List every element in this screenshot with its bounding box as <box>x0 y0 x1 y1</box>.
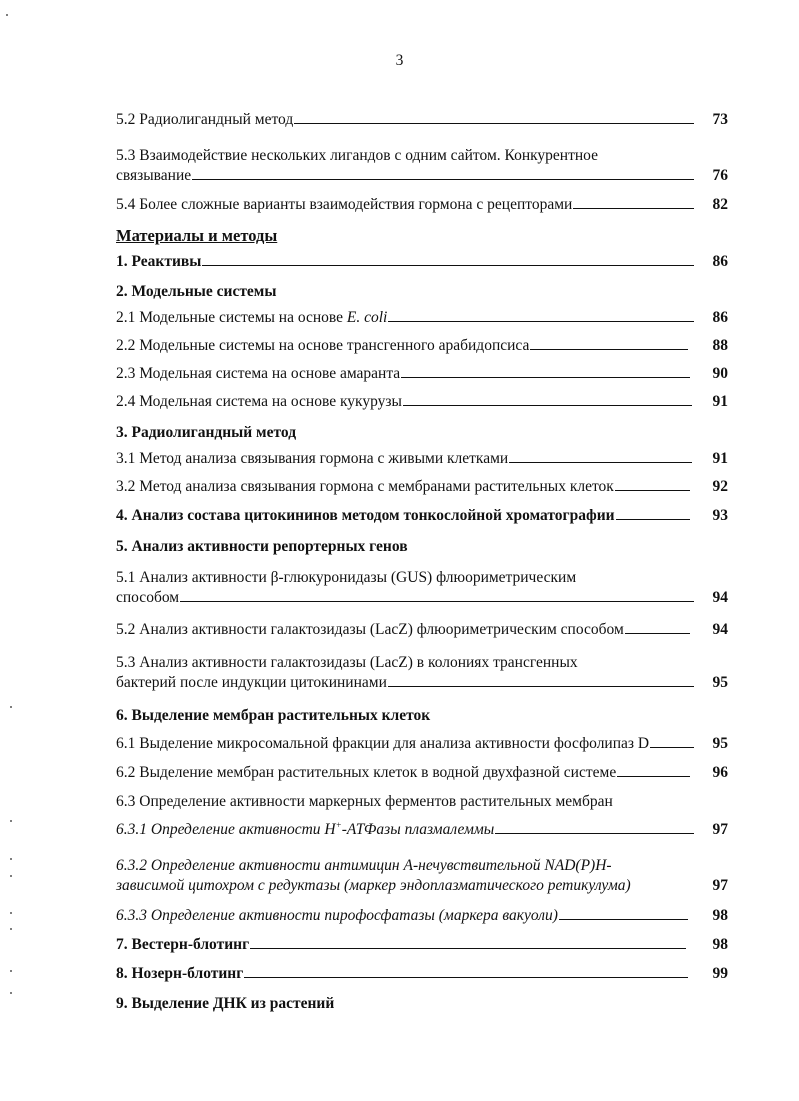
entry-page: 86 <box>712 309 728 326</box>
entry-title-line2: связывание <box>116 167 192 184</box>
section-heading-materials <box>116 226 728 246</box>
entry-title-line1: 5.3 Взаимодействие нескольких лигандов с одним сайтом. Конкурентное <box>116 147 598 164</box>
entry-page: 82 <box>712 196 728 213</box>
entry-page: 76 <box>712 167 728 184</box>
leader-line <box>192 167 694 180</box>
toc-entry-2-2 <box>116 336 728 356</box>
toc-entry-5-3 <box>116 146 728 186</box>
entry-page: 93 <box>712 507 728 524</box>
entry-title: 5. Анализ активности репортерных генов <box>116 538 408 555</box>
toc-entry-4 <box>116 506 728 526</box>
entry-title: 5.4 Более сложные варианты взаимодействия гормона с рецепторами <box>116 196 573 213</box>
entry-title-line2: зависимой цитохром с редуктазы (маркер эндоплазматического ретикулума) <box>116 877 631 894</box>
entry-title: 2.4 Модельная система на основе кукурузы <box>116 393 402 410</box>
leader-line <box>244 965 688 978</box>
toc-entry-6-3 <box>116 792 728 812</box>
entry-page: 86 <box>712 253 728 270</box>
leader-line <box>615 478 690 491</box>
leader-line <box>401 365 690 378</box>
entry-page: 95 <box>712 674 728 691</box>
entry-page: 97 <box>712 877 728 894</box>
entry-page: 96 <box>712 764 728 781</box>
leader-line <box>250 936 686 949</box>
entry-title: 6.3.1 Определение активности H+-АТФазы плазмалеммы <box>116 820 495 838</box>
section-heading: Материалы и методы <box>116 226 278 245</box>
entry-title: 4. Анализ состава цитокининов методом тонкослойной хроматографии <box>116 507 615 524</box>
entry-title: 3.2 Метод анализа связывания гормона с мембранами растительных клеток <box>116 478 614 495</box>
toc-entry-5-3b <box>116 653 728 693</box>
entry-page: 95 <box>712 735 728 752</box>
entry-title: 7. Вестерн-блотинг <box>116 936 250 953</box>
leader-line <box>616 507 690 520</box>
entry-title: 6.3 Определение активности маркерных ферментов растительных мембран <box>116 793 613 810</box>
italic-term: E. coli <box>346 309 388 326</box>
toc-entry-5-2 <box>116 110 728 130</box>
entry-page: 94 <box>712 621 728 638</box>
toc-entry-2-1 <box>116 308 728 328</box>
scan-speck <box>10 706 12 708</box>
toc-entry-1 <box>116 252 728 272</box>
leader-line <box>388 309 694 322</box>
entry-title-line1: 5.1 Анализ активности β-глюкуронидазы (GUS) флюориметрическим <box>116 569 577 586</box>
entry-page: 88 <box>712 337 728 354</box>
entry-title: 3.1 Метод анализа связывания гормона с живыми клетками <box>116 450 509 467</box>
leader-line <box>495 821 694 834</box>
toc-entry-2-3 <box>116 364 728 384</box>
scan-speck <box>10 912 12 914</box>
leader-line <box>573 196 694 209</box>
scan-speck <box>10 820 12 822</box>
entry-title: 2.3 Модельная система на основе амаранта <box>116 365 401 382</box>
scan-speck <box>10 970 12 972</box>
entry-title: 2.1 Модельные системы на основе E. coli <box>116 309 388 326</box>
toc-entry-9 <box>116 994 728 1014</box>
toc-entry-3-1 <box>116 449 728 469</box>
leader-line <box>294 111 694 124</box>
leader-line <box>625 621 690 634</box>
entry-title: 5.2 Радиолигандный метод <box>116 111 294 128</box>
scan-speck <box>10 928 12 930</box>
toc-entry-3 <box>116 423 728 443</box>
entry-title: 2.2 Модельные системы на основе трансгенного арабидопсиса <box>116 337 530 354</box>
entry-title-line1: 5.3 Анализ активности галактозидазы (LacZ) в колониях трансгенных <box>116 654 578 671</box>
toc-entry-7 <box>116 935 728 955</box>
scan-speck <box>10 858 12 860</box>
entry-page: 97 <box>712 821 728 838</box>
toc-entry-6-3-2 <box>116 856 728 896</box>
entry-title-line1: 6.3.2 Определение активности антимицин А-нечувствительной NAD(P)H- <box>116 857 612 874</box>
scan-speck <box>10 875 12 877</box>
entry-page: 91 <box>712 393 728 410</box>
leader-line <box>202 253 694 266</box>
toc-entry-6-2 <box>116 763 728 783</box>
entry-page: 98 <box>712 936 728 953</box>
toc-entry-6-3-1 <box>116 820 728 840</box>
entry-page: 73 <box>712 111 728 128</box>
toc-entry-5-2b <box>116 620 728 640</box>
entry-page: 92 <box>712 478 728 495</box>
leader-line <box>559 907 688 920</box>
page-number: 3 <box>395 52 404 69</box>
entry-title: 5.2 Анализ активности галактозидазы (LacZ) флюориметрическим способом <box>116 621 624 638</box>
leader-line <box>180 589 694 602</box>
entry-page: 91 <box>712 450 728 467</box>
entry-title-line2: бактерий после индукции цитокининами <box>116 674 387 691</box>
leader-line <box>650 735 694 748</box>
entry-title: 6.2 Выделение мембран растительных клеток в водной двухфазной системе <box>116 764 617 781</box>
toc-entry-3-2 <box>116 477 728 497</box>
leader-line <box>509 450 692 463</box>
entry-title: 1. Реактивы <box>116 253 202 270</box>
leader-line <box>388 674 694 687</box>
toc-entry-2-4 <box>116 392 728 412</box>
entry-page: 94 <box>712 589 728 606</box>
entry-title: 8. Нозерн-блотинг <box>116 965 244 982</box>
leader-line <box>617 764 690 777</box>
toc-entry-5-1 <box>116 568 728 608</box>
leader-line <box>530 337 688 350</box>
leader-line <box>403 393 692 406</box>
toc-entry-8 <box>116 964 728 984</box>
toc-entry-5-4 <box>116 195 728 215</box>
entry-title: 6.3.3 Определение активности пирофосфатазы (маркера вакуоли) <box>116 907 558 924</box>
entry-title: 3. Радиолигандный метод <box>116 424 297 441</box>
scan-speck <box>10 992 12 994</box>
scan-speck <box>6 14 8 16</box>
toc-entry-6-1 <box>116 734 728 754</box>
entry-title: 6. Выделение мембран растительных клеток <box>116 707 431 724</box>
entry-page: 90 <box>712 365 728 382</box>
toc-entry-6-3-3 <box>116 906 728 926</box>
entry-page: 98 <box>712 907 728 924</box>
entry-page: 99 <box>712 965 728 982</box>
entry-title: 2. Модельные системы <box>116 283 277 300</box>
entry-title-line2: способом <box>116 589 180 606</box>
toc-entry-2 <box>116 282 728 302</box>
entry-title: 9. Выделение ДНК из растений <box>116 995 335 1012</box>
toc-entry-6 <box>116 706 728 726</box>
toc-entry-5 <box>116 537 728 557</box>
entry-title: 6.1 Выделение микросомальной фракции для анализа активности фосфолипаз D <box>116 735 650 752</box>
